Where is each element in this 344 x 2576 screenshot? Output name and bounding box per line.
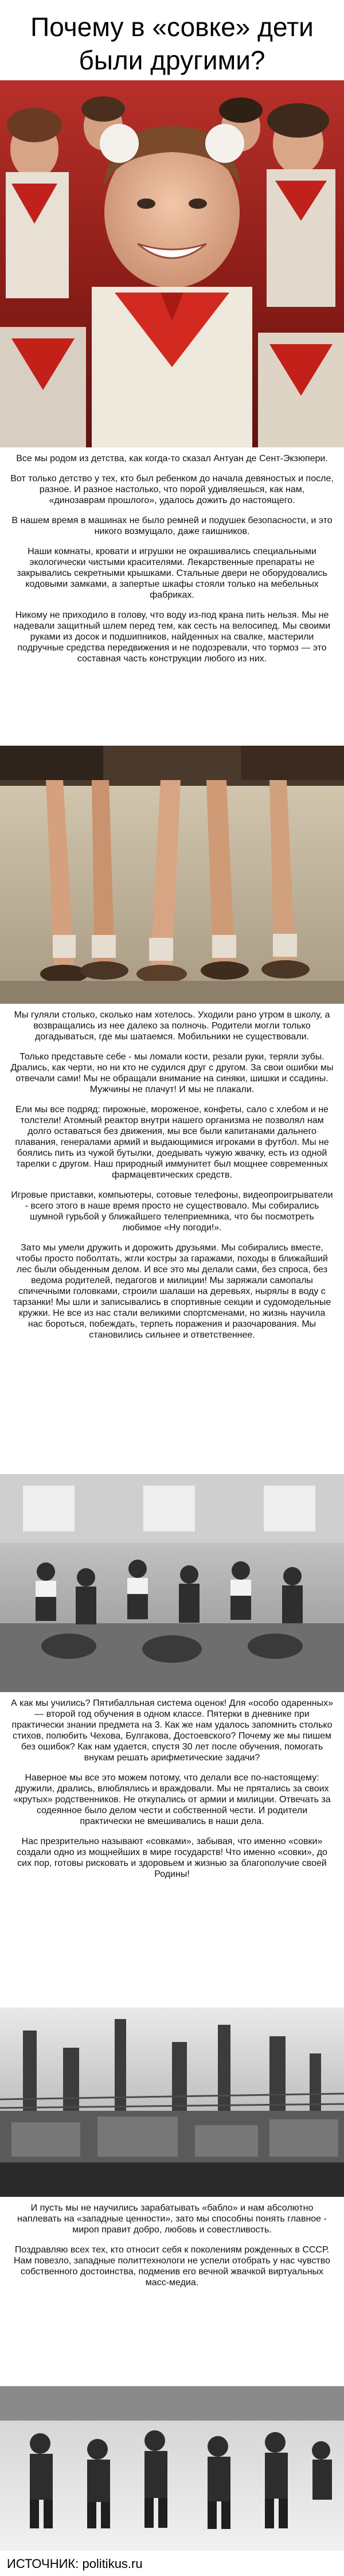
paragraph: Только представьте себе - мы ломали кости, резали руки, теряли зубы. Дрались, как черти, но ни кто не судился друг с другом. За свои ошибки мы отвечали сами! Мы не обращали внимание на синяки, шишки и ссадины. Мужчины не плачут! И мы не плакали. [10, 1052, 334, 1094]
paragraph: Наши комнаты, кровати и игрушки не окрашивались специальными экологически чистыми красителями. Лекарственные препараты не закрывались секретными крышками. Стальные двери не оборудовались кодовыми замками, а запертые шкафы стояли только на мебельных фабриках. [17, 547, 327, 600]
text-block-school [0, 1692, 344, 2008]
text-block-conclusion [0, 2197, 344, 2386]
paragraph: Ели мы все подряд: пирожные, мороженое, конфеты, сало с хлебом и не толстели! Атомный реактор внутри нашего организма не позволял нам долго оставаться без движения, мы все были капитанами дальнего плавания, генералами армий и выдающимися игроками в футбол. Мы не боялись пить из чужой бутылки, доедывать чужую жвачку, есть из одной тарелки с другом. Наш природный иммунитет был мощнее современных фармацевтических средств. [15, 1105, 329, 1180]
paragraph: Никому не приходило в голову, что воду из-под крана пить нельзя. Мы не надевали защитный шлем перед тем, как сесть на велосипед. Мы своими руками из досок и подшипников, найденных на свалке, мастерили подручные средства передвижения и не подозревали, что тормоз — это составная часть конструкции любого из них. [13, 610, 331, 664]
source-link[interactable]: politikus.ru [82, 2556, 143, 2571]
paragraph: А как мы учились? Пятибалльная система оценок! Для «особо одаренных» — второй год обучения в одном классе. Пятерки в дневнике при практически знании предмета на 3. Как же нам удалось запомнить столько стихов, полюбить Чехова, Булгакова, Достоевского? Почему же мы пишем без ошибок? Как нам удается, спустя 30 лет после обучения, помогать внукам решать арифметические задачи? [10, 1698, 333, 1763]
paragraph: Вот только детство у тех, кто был ребенком до начала девяностых и после, разное. И разное настолько, что порой удивляешься, как нам, «динозаврам прошлого», удалось дожить до настоящего. [10, 474, 334, 505]
photo-pioneer-girl-image [0, 80, 344, 447]
text-block-childhood [0, 1004, 344, 1474]
source-label: ИСТОЧНИК: [7, 2556, 83, 2571]
photo-kids-legs [0, 746, 344, 1004]
photo-kids-snow-image [0, 2386, 344, 2552]
photo-factory [0, 2008, 344, 2197]
paragraph: Нас презрительно называют «совками», забывая, что именно «совки» создали одно из мощнейших в мире государств! Что именно «совки», до сих пор, готовы рисковать и здоровьем и жизнью за благополучие своей Родины! [17, 1837, 327, 1879]
paragraph: Зато мы умели дружить и дорожить друзьями. Мы собирались вместе, чтобы просто поболтать, жгли костры за гаражами, походы в ближайший лес были обыденным делом. И все это мы делали сами, без спроса, без ведома родителей, педагогов и милиции! Мы заряжали самопалы спичечными головками, строили шалаши на деревьях, нырялы в воду с тарзанки! Мы шли и записывались в спортивные секции и судомодельные кружки. Не все из нас стали великими спортсменами, но жизнь научила нас бороться, побеждать, терпеть поражения и разочарования. Мы становились сильнее и ответственнее. [13, 1243, 331, 1340]
paragraph: И пусть мы не научились зарабатывать «бабло» и нам абсолютно наплевать на «западные ценности», зато мы способны понять главное - мироп правит добро, любовь и совестливость. [17, 2203, 327, 2235]
paragraph: Все мы родом из детства, как когда-то сказал Антуан де Сент-Экзюпери. [16, 454, 328, 463]
paragraph: Мы гуляли столько, сколько нам хотелось. Уходили рано утром в школу, а возвращались из нее далеко за полночь. Родители могли только догадываться, где мы шатаемся. Мобильники не существовали. [14, 1010, 330, 1042]
text-block-intro [0, 447, 344, 746]
photo-factory-image [0, 2008, 344, 2197]
paragraph: Наверное мы все это можем потому, что делали все по-настоящему: дружили, дрались, влюблялись и враждовали. Мы не прятались за своих «крутых» родственников. Не откупались от армии и милиции. Отвечать за содеянное было делом чести и собственной чести. И родители практически не вмешивались в наши дела. [13, 1773, 331, 1826]
photo-pioneer-girl [0, 80, 344, 447]
photo-wrestling-class [0, 1474, 344, 1692]
post-title: Почему в «совке» дети были другими? [30, 12, 314, 75]
paragraph: Игровые приставки, компьютеры, сотовые телефоны, видеопроигрыватели - всего этого в наше время просто не существовало. Мы собирались шумной гурьбой у ближайшего телеприемника, что бы посмотреть любимое «Ну погоди!». [11, 1190, 333, 1233]
post-footer [0, 2551, 344, 2576]
paragraph: Поздравляю всех тех, кто относит себя к поколениям рожденных в СССР. Нам повезло, западные политтехнологи не успели отобрать у нас чувство собственного достоинства, подменив его вечной жвачкой виртуальных масс-медиа. [13, 2245, 330, 2287]
photo-kids-snow [0, 2386, 344, 2552]
photo-wrestling-class-image [0, 1474, 344, 1692]
source-credit [7, 2556, 143, 2571]
photo-kids-legs-image [0, 746, 344, 1004]
paragraph: В нашем время в машинах не было ремней и подушек безопасности, и это никого возмущало, даже гаишников. [11, 516, 333, 536]
